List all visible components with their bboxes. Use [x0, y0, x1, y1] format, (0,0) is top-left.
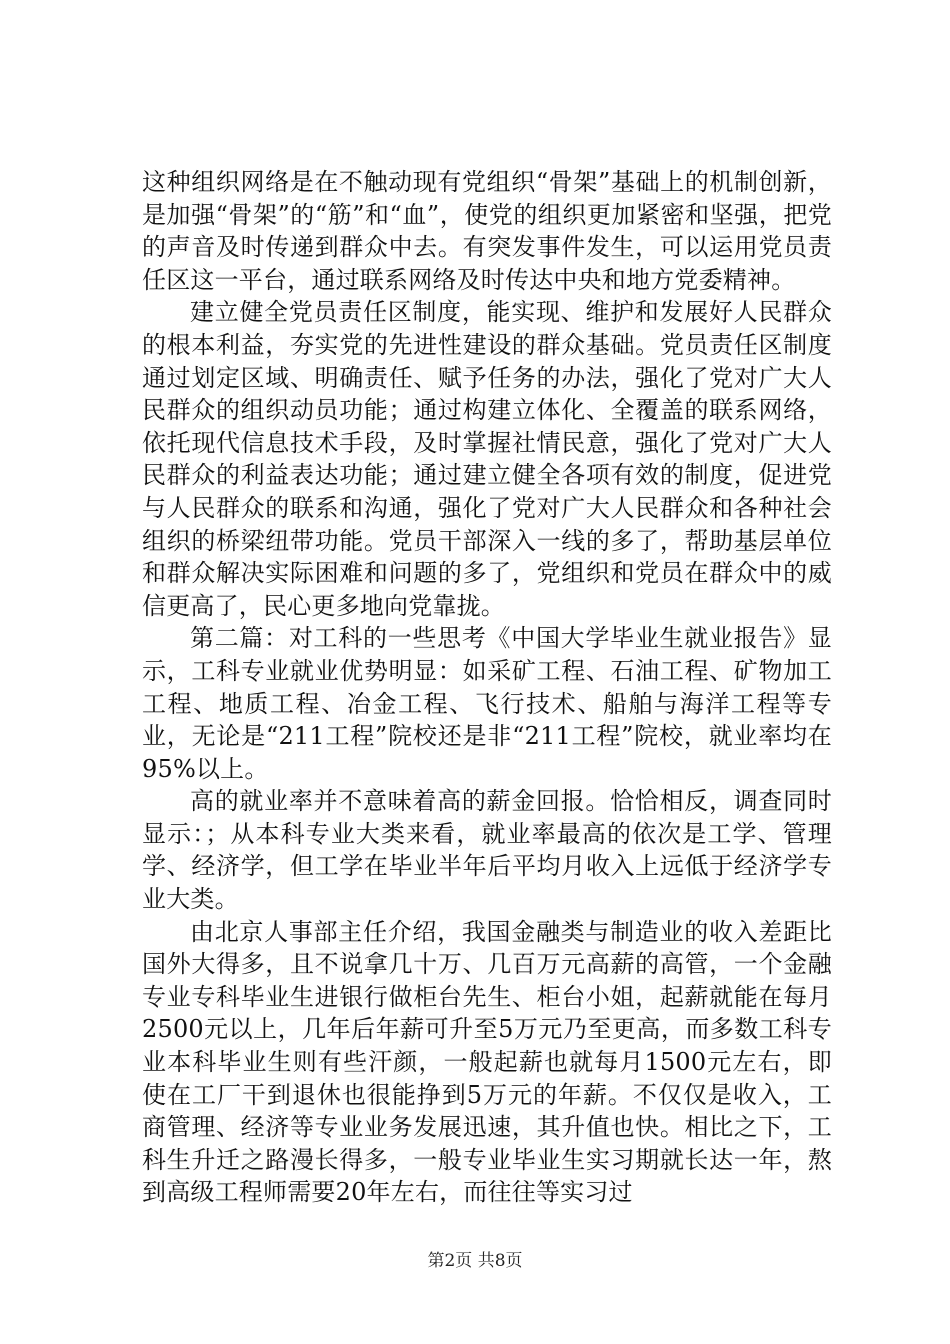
paragraph-1: 这种组织网络是在不触动现有党组织“骨架”基础上的机制创新，是加强“骨架”的“筋”和“血”，使党的组织更加紧密和坚强，把党的声音及时传递到群众中去。有突发事件发生，可以运用党员责任区这一平台，通过联系网络及时传达中央和地方党委精神。	[142, 168, 832, 294]
page-number-footer: 第2页 共8页	[427, 1251, 523, 1271]
paragraph-2: 建立健全党员责任区制度，能实现、维护和发展好人民群众的根本利益，夯实党的先进性建设的群众基础。党员责任区制度通过划定区域、明确责任、赋予任务的办法，强化了党对广大人民群众的组织动员功能；通过构建立体化、全覆盖的联系网络，依托现代信息技术手段，及时掌握社情民意，强化了党对广大人民群众的利益表达功能；通过建立健全各项有效的制度，促进党与人民群众的联系和沟通，强化了党对广大人民群众和各种社会组织的桥梁纽带功能。党员干部深入一线的多了，帮助基层单位和群众解决实际困难和问题的多了，党组织和党员在群众中的威信更高了，民心更多地向党靠拢。	[142, 298, 832, 620]
document-body	[142, 166, 832, 1209]
paragraph-3: 第二篇：对工科的一些思考《中国大学毕业生就业报告》显示，工科专业就业优势明显：如采矿工程、石油工程、矿物加工工程、地质工程、冶金工程、飞行技术、船舶与海洋工程等专业，无论是“211工程”院校还是非“211工程”院校，就业率均在95%以上。	[142, 624, 832, 783]
paragraph-5: 由北京人事部主任介绍，我国金融类与制造业的收入差距比国外大得多，且不说拿几十万、几百万元高薪的高管，一个金融专业专科毕业生进银行做柜台先生、柜台小姐，起薪就能在每月2500元以上，几年后年薪可升至5万元乃至更高，而多数工科专业本科毕业生则有些汗颜，一般起薪也就每月1500元左右，即使在工厂干到退休也很能挣到5万元的年薪。不仅仅是收入，工商管理、经济等专业业务发展迅速，其升值也快。相比之下，工科生升迁之路漫长得多，一般专业毕业生实习期就长达一年，熬到高级工程师需要20年左右，而往往等实习过	[142, 917, 832, 1207]
paragraph-4: 高的就业率并不意味着高的薪金回报。恰恰相反，调查同时显示：；从本科专业大类来看，就业率最高的依次是工学、管理学、经济学，但工学在毕业半年后平均月收入上远低于经济学专业大类。	[142, 787, 832, 914]
